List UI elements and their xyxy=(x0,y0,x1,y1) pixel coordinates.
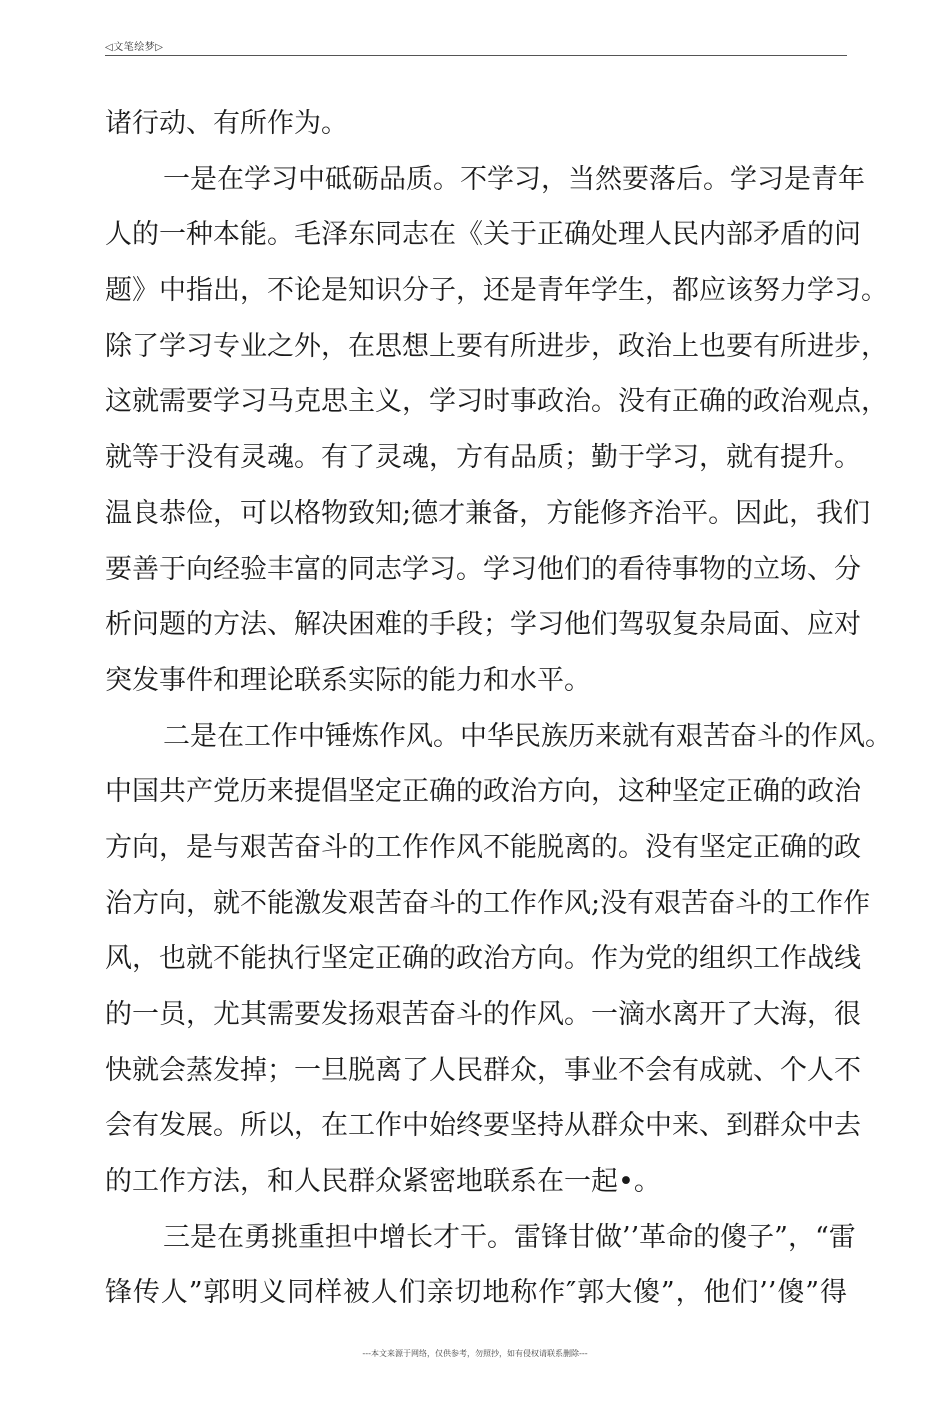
text-line: 方向，是与艰苦奋斗的工作作风不能脱离的。没有坚定正确的政 xyxy=(105,831,861,863)
text-line: 题》中指出，不论是知识分子，还是青年学生，都应该努力学习。 xyxy=(105,275,888,307)
paragraph-first-line: 一是在学习中砥砺品质。不学习，当然要落后。学习是青年 xyxy=(163,163,865,195)
text-line: 的工作方法，和人民群众紧密地联系在一起•。 xyxy=(105,1166,661,1198)
text-line: 锋传人”郭明义同样被人们亲切地称作″郭大傻”，他们’’傻”得 xyxy=(105,1277,847,1309)
text-line: 人的一种本能。毛泽东同志在《关于正确处理人民内部矛盾的问 xyxy=(105,219,861,251)
text-line: 要善于向经验丰富的同志学习。学习他们的看待事物的立场、分 xyxy=(105,553,861,585)
paragraph-first-line: 三是在勇挑重担中增长才干。雷锋甘做’’革命的傻子”，“雷 xyxy=(163,1221,856,1253)
text-line: 析问题的方法、解决困难的手段；学习他们驾驭复杂局面、应对 xyxy=(105,609,861,641)
paragraph-first-line: 二是在工作中锤炼作风。中华民族历来就有艰苦奋斗的作风。 xyxy=(163,720,892,752)
text-line: 中国共产党历来提倡坚定正确的政治方向，这种坚定正确的政治 xyxy=(105,776,861,808)
text-line: 治方向，就不能激发艰苦奋斗的工作作风;没有艰苦奋斗的工作作 xyxy=(105,887,871,919)
text-line: 就等于没有灵魂。有了灵魂，方有品质；勤于学习，就有提升。 xyxy=(105,442,861,474)
text-line: 这就需要学习马克思主义，学习时事政治。没有正确的政治观点， xyxy=(105,386,888,418)
text-line: 诸行动、有所作为。 xyxy=(105,108,348,139)
page-footer: ---本文来源于网络，仅供参考，勿照抄，如有侵权请联系删除--- xyxy=(362,1349,588,1358)
text-line: 快就会蒸发掉；一旦脱离了人民群众，事业不会有成就、个人不 xyxy=(105,1054,861,1086)
text-line: 的一员，尤其需要发扬艰苦奋斗的作风。一滴水离开了大海，很 xyxy=(105,999,861,1030)
text-line: 风，也就不能执行坚定正确的政治方向。作为党的组织工作战线 xyxy=(105,943,861,975)
text-line: 除了学习专业之外，在思想上要有所进步，政治上也要有所进步， xyxy=(105,330,888,362)
header-divider xyxy=(105,55,847,56)
text-line: 会有发展。所以，在工作中始终要坚持从群众中来、到群众中去 xyxy=(105,1110,861,1142)
text-line: 温良恭俭，可以格物致知;德才兼备，方能修齐治平。因此，我们 xyxy=(105,497,871,529)
page-header: ◁文笔绘梦▷ xyxy=(105,42,164,53)
document-body xyxy=(105,96,892,1321)
text-line: 突发事件和理论联系实际的能力和水平。 xyxy=(105,664,591,696)
